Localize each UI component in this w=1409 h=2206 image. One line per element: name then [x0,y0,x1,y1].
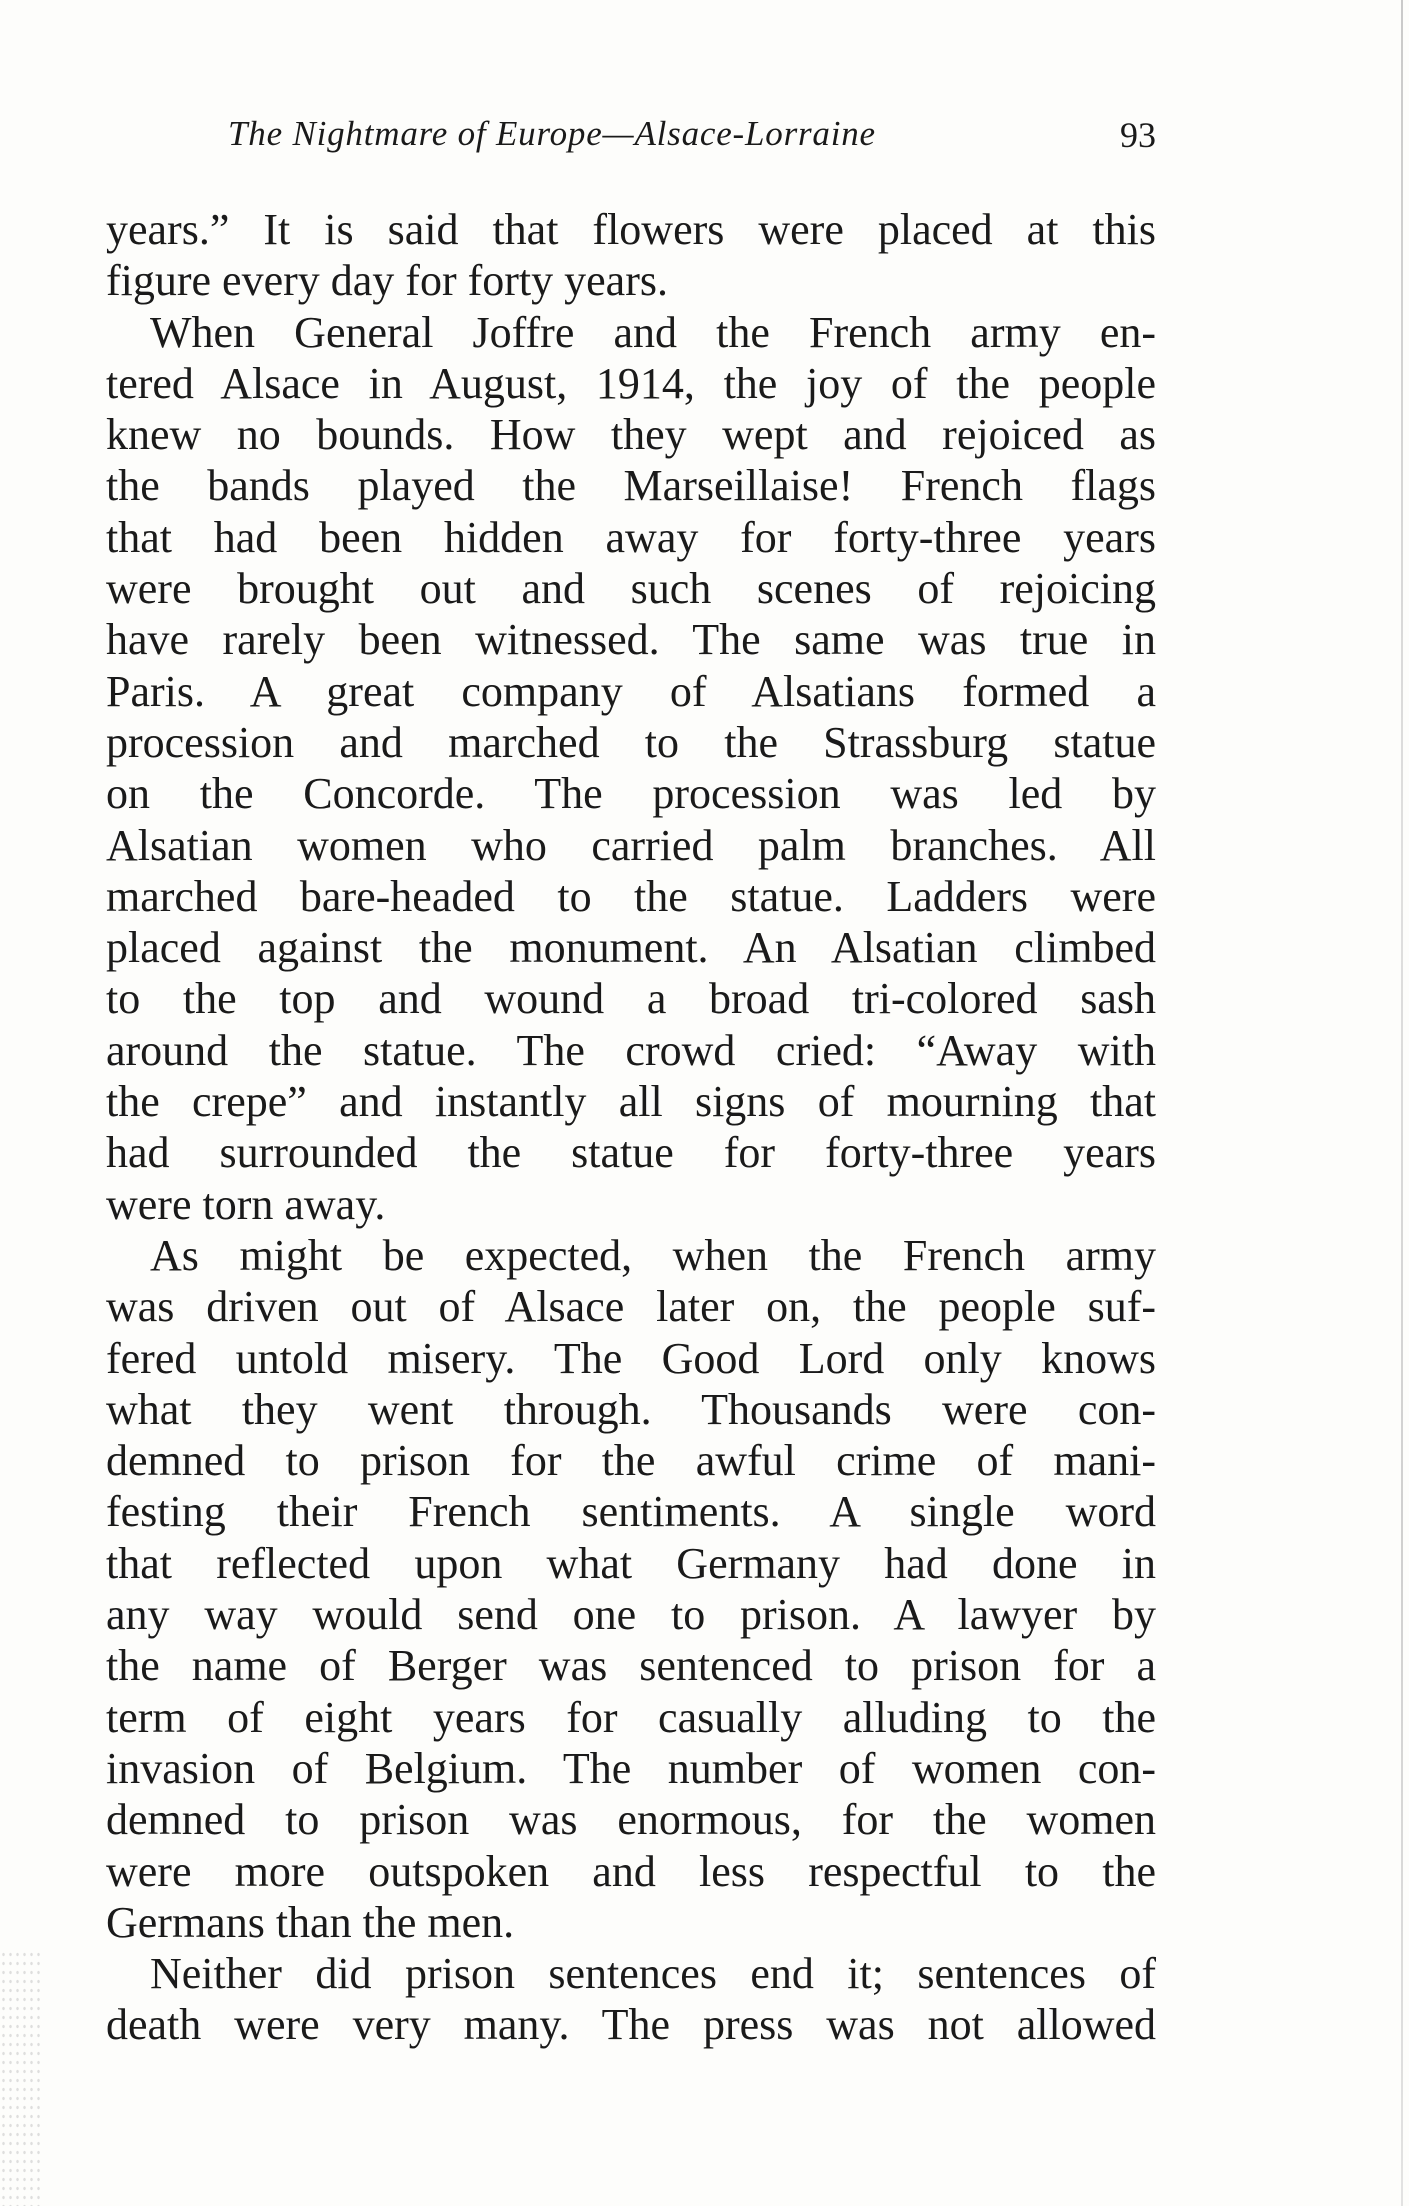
text-line: procession and marched to the Strassburg statue [106,717,1156,767]
text-line: Germans than the men. [106,1897,515,1947]
text-line: were torn away. [106,1179,386,1229]
text-line: on the Concorde. The procession was led by [106,769,1156,819]
text-line: the name of Berger was sentenced to prison for a [106,1641,1156,1691]
page-number: 93 [1120,115,1156,155]
text-line: years.” It is said that flowers were placed at this [106,205,1156,254]
text-line: to the top and wound a broad tri-colored sash [106,974,1156,1024]
text-line: that reflected upon what Germany had done in [106,1538,1156,1588]
text-line: around the statue. The crowd cried: “Away with [106,1025,1156,1075]
text-line: was driven out of Alsace later on, the people suf- [106,1282,1156,1332]
text-line: had surrounded the statue for forty-three years [106,1128,1156,1178]
page-header [106,114,1156,170]
text-line: festing their French sentiments. A single word [106,1487,1156,1537]
text-line: When General Joffre and the French army en- [150,307,1156,357]
running-head: The Nightmare of Europe—Alsace-Lorraine [228,114,876,153]
text-line: placed against the monument. An Alsatian climbed [106,923,1156,973]
text-line: Paris. A great company of Alsatians formed a [106,666,1156,716]
text-line: fered untold misery. The Good Lord only knows [106,1333,1156,1383]
text-line: Alsatian women who carried palm branches. All [106,820,1156,870]
text-line: marched bare-headed to the statue. Ladders were [106,871,1156,921]
body-text [106,204,1156,2051]
text-line: death were very many. The press was not allowed [106,2000,1156,2050]
text-line: Neither did prison sentences end it; sentences of [150,1949,1156,1999]
text-line: knew no bounds. How they wept and rejoiced as [106,410,1156,460]
text-line: demned to prison was enormous, for the women [106,1795,1156,1845]
page-edge-shadow [1401,0,1403,2206]
text-line: demned to prison for the awful crime of mani- [106,1436,1156,1486]
text-line: the bands played the Marseillaise! French flags [106,461,1156,511]
scan-speckle [0,1950,40,2206]
text-line: have rarely been witnessed. The same was true in [106,615,1156,665]
text-line: were more outspoken and less respectful to the [106,1846,1156,1896]
text-line: term of eight years for casually alluding to the [106,1692,1156,1742]
text-line: what they went through. Thousands were con- [106,1384,1156,1434]
text-line: the crepe” and instantly all signs of mourning that [106,1077,1156,1127]
text-line: figure every day for forty years. [106,256,668,306]
text-line: that had been hidden away for forty-three years [106,512,1156,562]
text-line: were brought out and such scenes of rejoicing [106,564,1156,614]
text-line: invasion of Belgium. The number of women con- [106,1743,1156,1793]
text-line: tered Alsace in August, 1914, the joy of the people [106,358,1156,408]
text-line: As might be expected, when the French army [150,1230,1156,1280]
text-line: any way would send one to prison. A lawyer by [106,1590,1156,1640]
